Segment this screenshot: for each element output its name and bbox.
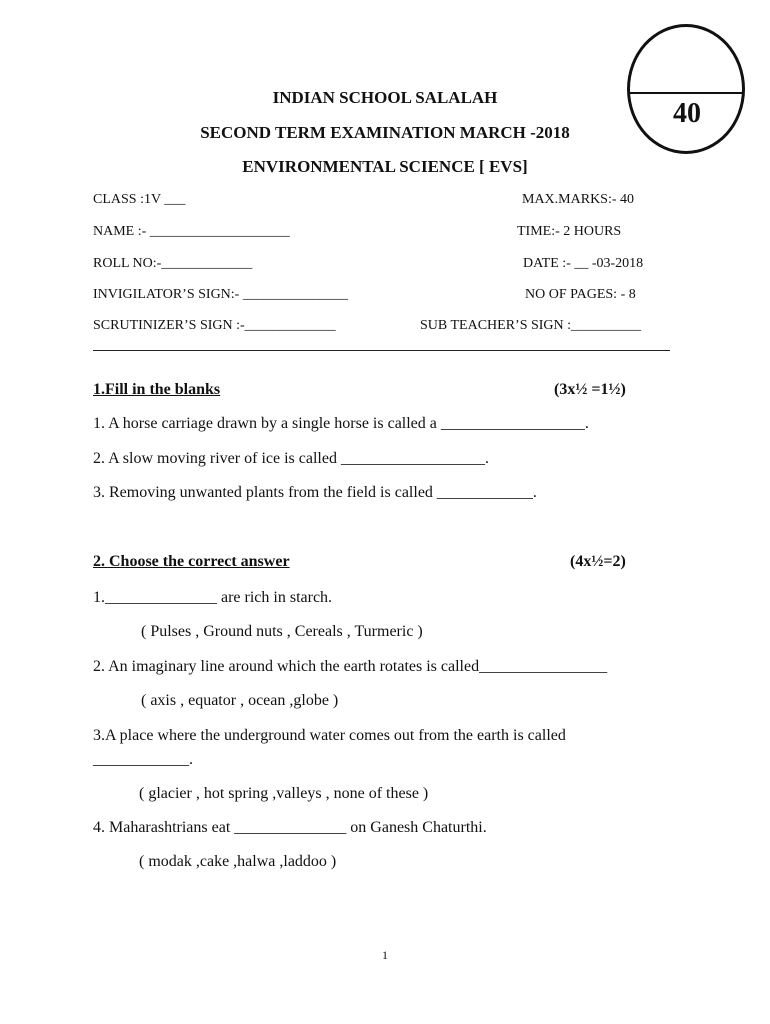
section2-question-2-options: ( axis , equator , ocean ,globe ) [141,692,339,709]
section1-question-1: 1. A horse carriage drawn by a single horse is called a __________________. [93,415,589,432]
section1-question-2: 2. A slow moving river of ice is called __________________. [93,450,489,467]
section2-marks: (4x½=2) [570,553,626,570]
roll-field: ROLL NO:-_____________ [93,256,253,271]
section2-title: 2. Choose the correct answer [93,553,290,570]
section1-marks: (3x½ =1½) [554,381,626,398]
date-field: DATE :- __ -03-2018 [523,256,644,271]
section2-question-3-options: ( glacier , hot spring ,valleys , none of these ) [139,785,429,802]
section2-question-4: 4. Maharashtrians eat ______________ on Ganesh Chaturthi. [93,819,487,836]
section2-question-1-options: ( Pulses , Ground nuts , Cereals , Turmeric ) [141,623,423,640]
scrutinizer-sign: SCRUTINIZER’S SIGN :-_____________ [93,318,336,333]
section1-question-3: 3. Removing unwanted plants from the field is called ____________. [93,484,537,501]
exam-title: SECOND TERM EXAMINATION MARCH -2018 [200,123,570,142]
total-marks: 40 [673,98,701,129]
school-name: INDIAN SCHOOL SALALAH [272,88,498,107]
pages-field: NO OF PAGES: - 8 [525,287,636,302]
name-field: NAME :- ____________________ [93,224,290,239]
class-field: CLASS :1V ___ [93,192,186,207]
section2-question-2: 2. An imaginary line around which the earth rotates is called________________ [93,658,608,675]
max-marks: MAX.MARKS:- 40 [522,192,635,207]
time-field: TIME:- 2 HOURS [517,224,622,239]
invigilator-sign: INVIGILATOR’S SIGN:- _______________ [93,287,348,302]
divider-line [93,350,670,351]
section1-title: 1.Fill in the blanks [93,381,221,398]
page-number: 1 [382,948,388,962]
section2-question-4-options: ( modak ,cake ,halwa ,laddoo ) [139,853,337,870]
section2-question-3: 3.A place where the underground water comes out from the earth is called [93,727,566,744]
sub-teacher-sign: SUB TEACHER’S SIGN :__________ [420,318,642,333]
section2-question-1: 1.______________ are rich in starch. [93,589,333,606]
subject-title: ENVIRONMENTAL SCIENCE [ EVS] [242,157,528,176]
section2-question-3-blank: ____________. [93,751,193,768]
